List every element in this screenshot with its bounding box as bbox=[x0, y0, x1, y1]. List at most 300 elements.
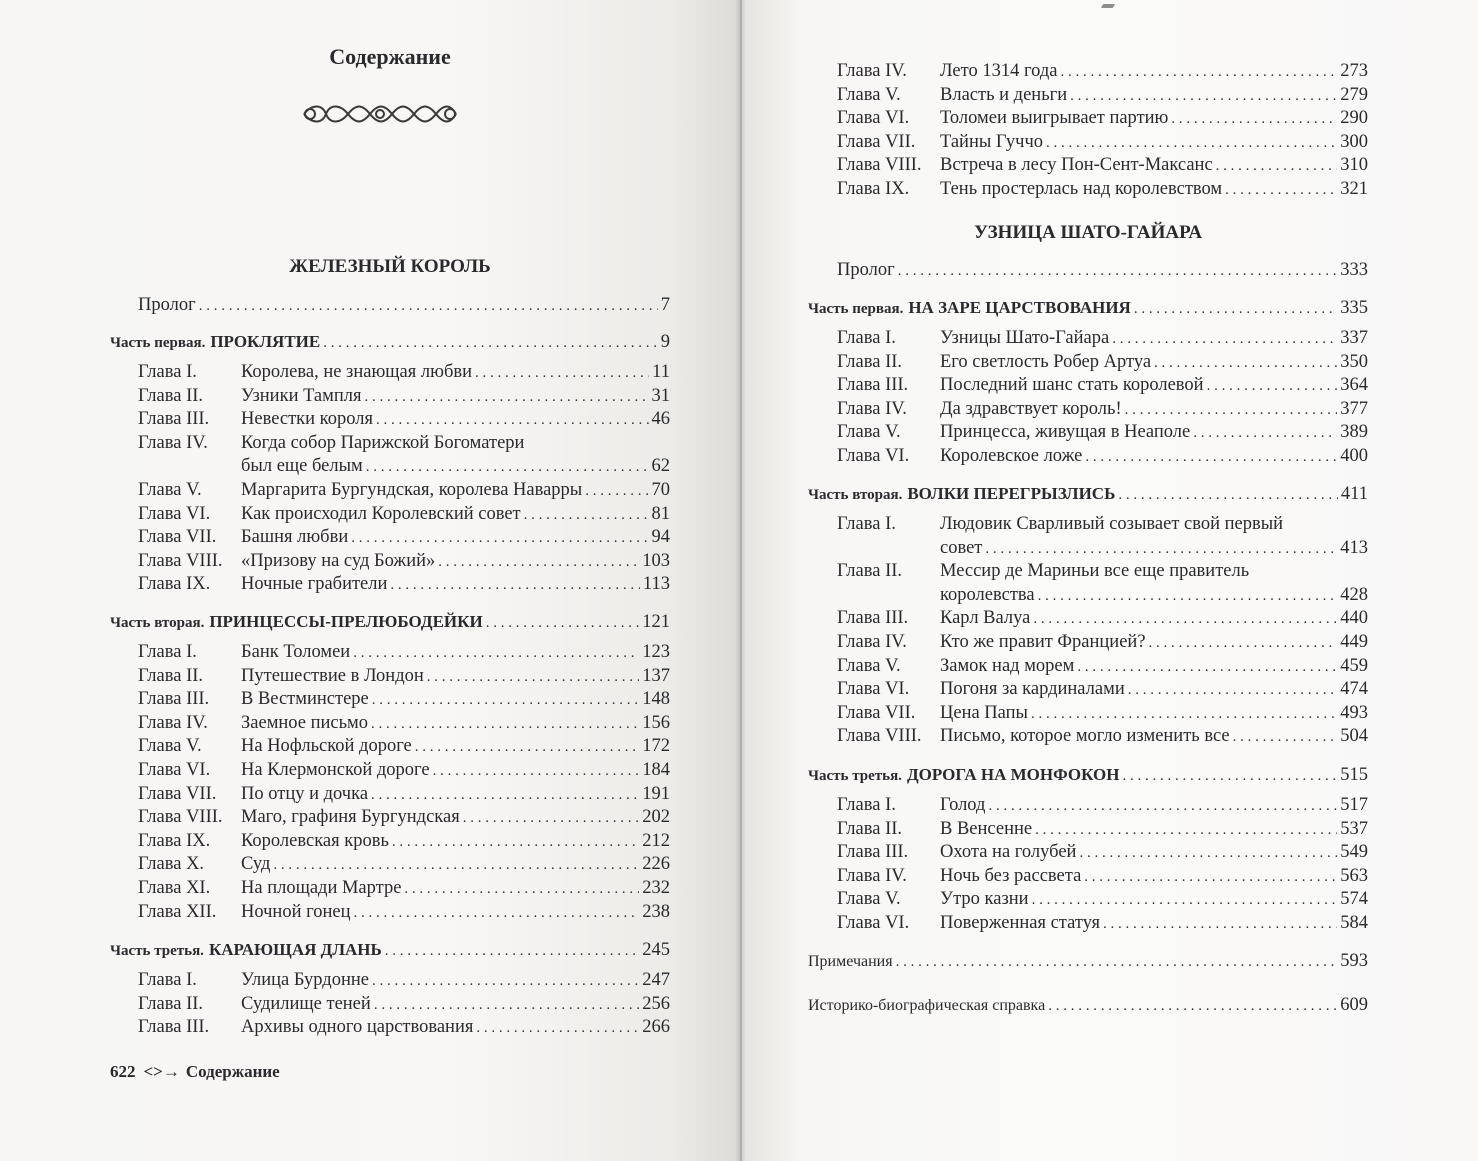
part-heading[interactable] bbox=[808, 763, 1368, 787]
chapter-number: Глава IV. bbox=[837, 398, 907, 419]
running-title: Содержание bbox=[185, 1062, 280, 1081]
chapter-entry[interactable] bbox=[837, 817, 1368, 841]
decorative-ornament-icon bbox=[300, 102, 460, 126]
chapter-entry[interactable] bbox=[138, 900, 670, 924]
chapter-entry[interactable] bbox=[837, 350, 1368, 374]
chapter-entry[interactable] bbox=[837, 326, 1368, 350]
chapter-page: 191 bbox=[642, 783, 670, 804]
chapter-number: Глава VII. bbox=[837, 702, 916, 723]
chapter-page: 364 bbox=[1340, 375, 1368, 396]
chapter-page: 81 bbox=[651, 503, 670, 524]
chapter-number: Глава VIII. bbox=[138, 550, 223, 571]
dot-leader bbox=[1032, 888, 1338, 912]
chapter-title: Когда собор Парижской Богоматери bbox=[241, 432, 525, 453]
appendix-page: 609 bbox=[1340, 995, 1368, 1015]
chapter-page: 517 bbox=[1340, 795, 1368, 815]
chapter-page: 123 bbox=[642, 642, 670, 662]
dot-leader bbox=[1031, 702, 1337, 726]
chapter-page: 31 bbox=[651, 385, 670, 406]
chapter-number: Глава III. bbox=[138, 689, 210, 710]
chapter-page: 103 bbox=[642, 550, 670, 571]
chapter-title: Карл Валуа bbox=[940, 608, 1031, 629]
chapter-number: Глава IV. bbox=[138, 712, 208, 733]
chapter-title: В Венсенне bbox=[940, 818, 1033, 839]
chapter-page: 549 bbox=[1340, 842, 1368, 863]
appendix-entry[interactable] bbox=[808, 993, 1368, 1017]
chapter-number: Глава V. bbox=[138, 736, 202, 757]
chapter-entry[interactable] bbox=[138, 384, 670, 408]
dot-leader bbox=[1118, 483, 1338, 507]
dot-leader bbox=[1060, 60, 1337, 84]
chapter-entry[interactable] bbox=[837, 677, 1368, 701]
chapter-entry[interactable] bbox=[138, 734, 670, 758]
chapter-page: 321 bbox=[1340, 179, 1368, 199]
prologue-page: 7 bbox=[660, 295, 670, 315]
part-heading[interactable] bbox=[110, 938, 670, 962]
chapter-entry[interactable] bbox=[837, 793, 1368, 817]
chapter-number: Глава IV. bbox=[837, 61, 907, 81]
chapter-entry[interactable] bbox=[138, 782, 670, 806]
chapter-title: На площади Мартре bbox=[241, 878, 402, 898]
chapter-title: Охота на голубей bbox=[940, 842, 1077, 863]
chapter-title: Лето 1314 года bbox=[940, 61, 1058, 81]
dot-leader bbox=[1216, 154, 1338, 178]
appendix-label: Историко-биографическая справка bbox=[808, 997, 1046, 1014]
chapter-entry[interactable] bbox=[837, 397, 1368, 421]
chapter-entry[interactable] bbox=[837, 724, 1368, 748]
chapter-entry[interactable] bbox=[138, 852, 670, 876]
chapter-number: Глава III. bbox=[837, 842, 909, 863]
chapter-entry[interactable] bbox=[138, 687, 670, 711]
chapter-entry[interactable] bbox=[138, 360, 670, 384]
dot-leader bbox=[351, 526, 648, 550]
part-page: 335 bbox=[1340, 298, 1368, 318]
dot-leader bbox=[463, 806, 640, 830]
chapter-title: Маго, графиня Бургундская bbox=[241, 807, 460, 828]
chapter-page: 46 bbox=[651, 409, 670, 430]
chapter-page: 574 bbox=[1340, 889, 1368, 910]
chapter-page: 11 bbox=[652, 362, 670, 382]
chapter-number: Глава VII. bbox=[837, 131, 916, 152]
chapter-title: Людовик Сварливый созывает свой первый bbox=[940, 514, 1284, 534]
chapter-number: Глава VI. bbox=[837, 679, 910, 700]
dot-leader bbox=[1122, 764, 1337, 788]
chapter-number: Глава VI. bbox=[138, 503, 211, 524]
chapter-title: Поверженная статуя bbox=[940, 913, 1100, 933]
dot-leader bbox=[1084, 865, 1337, 889]
chapter-entry[interactable] bbox=[837, 559, 1368, 583]
dot-leader bbox=[1033, 607, 1337, 631]
chapter-entry[interactable] bbox=[138, 1015, 670, 1039]
appendix-entry[interactable] bbox=[808, 949, 1368, 973]
chapter-page: 493 bbox=[1340, 702, 1368, 723]
chapter-title: Архивы одного царствования bbox=[241, 1017, 474, 1038]
chapter-title: Письмо, которое могло изменить все bbox=[940, 726, 1230, 747]
chapter-title: На Нофльской дороге bbox=[241, 736, 412, 757]
chapter-title: Тень простерлась над королевством bbox=[940, 179, 1223, 199]
chapter-number: Глава VI. bbox=[837, 108, 910, 129]
chapter-number: Глава IV. bbox=[837, 632, 907, 652]
part-title: ПРОКЛЯТИЕ bbox=[210, 332, 321, 351]
chapter-entry[interactable] bbox=[837, 153, 1368, 177]
chapter-title: По отцу и дочка bbox=[241, 783, 369, 804]
chapter-title: Толомеи выигрывает партию bbox=[940, 108, 1169, 129]
chapter-number: Глава XII. bbox=[138, 901, 217, 922]
chapter-page: 172 bbox=[642, 736, 670, 757]
chapter-title: «Призову на суд Божий» bbox=[241, 550, 436, 571]
chapter-title: Тайны Гуччо bbox=[940, 131, 1044, 152]
chapter-page: 449 bbox=[1340, 632, 1368, 652]
part-number: Часть третья. bbox=[110, 943, 204, 959]
chapter-entry[interactable] bbox=[837, 59, 1368, 83]
chapter-title: Власть и деньги bbox=[940, 84, 1068, 105]
dot-leader bbox=[1038, 584, 1338, 608]
chapter-entry[interactable] bbox=[837, 606, 1368, 630]
dot-leader bbox=[1171, 107, 1337, 131]
part-heading[interactable] bbox=[808, 482, 1368, 506]
part-number: Часть вторая. bbox=[110, 615, 205, 631]
dot-leader bbox=[427, 665, 639, 689]
dot-leader bbox=[273, 853, 639, 877]
chapter-page: 137 bbox=[642, 665, 670, 686]
chapter-page: 212 bbox=[642, 830, 670, 851]
dot-leader bbox=[896, 950, 1338, 974]
part-number: Часть первая. bbox=[808, 301, 904, 317]
chapter-title: Принцесса, живущая в Неаполе bbox=[940, 422, 1191, 443]
chapter-entry[interactable] bbox=[837, 444, 1368, 468]
chapter-title: Его светлость Робер Артуа bbox=[940, 351, 1152, 372]
dot-leader bbox=[1046, 131, 1337, 155]
chapter-entry[interactable] bbox=[138, 758, 670, 782]
chapter-number: Глава II. bbox=[138, 385, 204, 406]
chapter-title: Суд bbox=[241, 854, 271, 875]
chapter-entry[interactable] bbox=[138, 407, 670, 431]
chapter-entry[interactable] bbox=[138, 805, 670, 829]
chapter-title-continued: был еще белым bbox=[241, 456, 363, 477]
chapter-entry[interactable] bbox=[138, 572, 670, 596]
chapter-entry[interactable] bbox=[837, 512, 1368, 536]
dot-leader bbox=[415, 735, 639, 759]
chapter-title: Ночь без рассвета bbox=[940, 865, 1082, 886]
part-title: ДОРОГА НА МОНФОКОН bbox=[906, 765, 1120, 784]
chapter-title: Мессир де Мариньи все еще правитель bbox=[940, 561, 1250, 582]
chapter-number: Глава III. bbox=[138, 1017, 210, 1038]
chapter-title: Да здравствует король! bbox=[940, 398, 1122, 419]
chapter-entry[interactable] bbox=[837, 83, 1368, 107]
chapter-title: Ночные грабители bbox=[241, 574, 388, 595]
chapter-page: 290 bbox=[1340, 108, 1368, 129]
book-title: ЖЕЛЕЗНЫЙ КОРОЛЬ bbox=[289, 256, 491, 277]
prologue-page: 333 bbox=[1340, 260, 1368, 280]
chapter-title: Голод bbox=[940, 795, 986, 815]
dot-leader bbox=[1193, 421, 1337, 445]
chapter-page: 202 bbox=[642, 807, 670, 828]
chapter-entry[interactable] bbox=[837, 373, 1368, 397]
chapter-title: Утро казни bbox=[940, 889, 1029, 910]
part-page: 121 bbox=[642, 612, 670, 632]
dot-leader bbox=[1125, 398, 1338, 422]
chapter-title: Маргарита Бургундская, королева Наварры bbox=[241, 480, 583, 500]
chapter-number: Глава II. bbox=[138, 665, 204, 686]
chapter-number: Глава I. bbox=[138, 362, 197, 382]
chapter-entry[interactable] bbox=[138, 502, 670, 526]
dot-leader bbox=[524, 503, 649, 527]
dot-leader bbox=[475, 361, 649, 385]
dot-leader bbox=[404, 877, 639, 901]
chapter-number: Глава I. bbox=[138, 970, 197, 990]
chapter-number: Глава VI. bbox=[837, 446, 910, 466]
chapter-entry[interactable] bbox=[837, 420, 1368, 444]
part-page: 411 bbox=[1340, 484, 1368, 504]
contents-title: Содержание bbox=[329, 44, 451, 69]
chapter-page: 184 bbox=[642, 760, 670, 780]
chapter-page: 226 bbox=[642, 854, 670, 875]
part-heading[interactable] bbox=[110, 610, 670, 634]
dot-leader bbox=[1077, 655, 1337, 679]
arrow-ornament-icon: <>→ bbox=[143, 1062, 180, 1081]
chapter-title: В Вестминстере bbox=[241, 689, 369, 710]
dot-leader bbox=[371, 712, 639, 736]
prologue-label: Пролог bbox=[837, 260, 895, 280]
part-title: КАРАЮЩАЯ ДЛАНЬ bbox=[208, 940, 382, 959]
chapter-entry[interactable] bbox=[138, 992, 670, 1016]
part-page: 9 bbox=[660, 332, 670, 352]
chapter-page: 310 bbox=[1340, 155, 1368, 176]
chapter-number: Глава VIII. bbox=[837, 155, 922, 176]
prologue-label: Пролог bbox=[138, 295, 196, 315]
chapter-entry[interactable] bbox=[837, 130, 1368, 154]
chapter-number: Глава VII. bbox=[138, 527, 217, 548]
dot-leader bbox=[353, 641, 639, 665]
chapter-entry[interactable] bbox=[138, 525, 670, 549]
dot-leader bbox=[385, 939, 640, 963]
chapter-entry[interactable] bbox=[837, 887, 1368, 911]
chapter-entry[interactable] bbox=[138, 968, 670, 992]
chapter-number: Глава V. bbox=[837, 889, 901, 910]
chapter-title: Замок над морем bbox=[940, 655, 1075, 676]
chapter-number: Глава VI. bbox=[837, 913, 910, 933]
book-title: УЗНИЦА ШАТО-ГАЙАРА bbox=[973, 222, 1203, 243]
dot-leader bbox=[390, 573, 640, 597]
dot-leader bbox=[476, 1016, 639, 1040]
chapter-number: Глава I. bbox=[138, 642, 197, 662]
chapter-page: 300 bbox=[1340, 131, 1368, 152]
part-page: 515 bbox=[1340, 765, 1368, 785]
chapter-title: Королевская кровь bbox=[241, 830, 389, 851]
chapter-page: 537 bbox=[1340, 818, 1368, 839]
chapter-entry[interactable] bbox=[138, 640, 670, 664]
part-heading[interactable] bbox=[808, 296, 1368, 320]
dot-leader bbox=[372, 969, 639, 993]
chapter-page: 350 bbox=[1340, 351, 1368, 372]
chapter-title: Башня любви bbox=[241, 527, 349, 548]
chapter-entry-continued[interactable] bbox=[940, 536, 1368, 560]
chapter-entry[interactable] bbox=[138, 664, 670, 688]
chapter-entry[interactable] bbox=[837, 177, 1368, 201]
chapter-number: Глава II. bbox=[837, 561, 903, 582]
chapter-title: Улица Бурдонне bbox=[241, 970, 369, 990]
book-spine bbox=[736, 0, 746, 1161]
chapter-number: Глава IX. bbox=[138, 574, 211, 595]
appendix-page: 593 bbox=[1340, 951, 1368, 971]
chapter-title: Последний шанс стать королевой bbox=[940, 375, 1204, 396]
chapter-title-continued: совет bbox=[940, 537, 983, 558]
chapter-page: 62 bbox=[651, 456, 670, 477]
dot-leader bbox=[376, 408, 649, 432]
chapter-number: Глава V. bbox=[837, 84, 901, 105]
appendix-label: Примечания bbox=[808, 953, 893, 970]
chapter-number: Глава VIII. bbox=[138, 807, 223, 828]
chapter-page: 156 bbox=[642, 712, 670, 733]
chapter-page: 377 bbox=[1340, 398, 1368, 419]
chapter-entry[interactable] bbox=[837, 654, 1368, 678]
dot-leader bbox=[1048, 994, 1337, 1018]
chapter-page: 266 bbox=[642, 1017, 670, 1038]
dot-leader bbox=[1128, 678, 1338, 702]
chapter-entry[interactable] bbox=[837, 911, 1368, 935]
dot-leader bbox=[1035, 818, 1337, 842]
chapter-title: Банк Толомеи bbox=[241, 642, 351, 662]
chapter-page: 232 bbox=[642, 878, 670, 898]
page-footer bbox=[110, 1062, 280, 1082]
chapter-number: Глава VII. bbox=[138, 783, 217, 804]
chapter-title: Узницы Шато-Гайара bbox=[940, 328, 1110, 348]
chapter-number: Глава I. bbox=[837, 795, 896, 815]
chapter-number: Глава IV. bbox=[837, 865, 907, 886]
chapter-page: 94 bbox=[651, 527, 670, 548]
chapter-number: Глава II. bbox=[837, 351, 903, 372]
chapter-entry-continued[interactable] bbox=[940, 583, 1368, 607]
chapter-page: 400 bbox=[1340, 446, 1368, 466]
chapter-title: Заемное письмо bbox=[241, 712, 369, 733]
chapter-page: 279 bbox=[1340, 84, 1368, 105]
chapter-page: 584 bbox=[1340, 913, 1368, 933]
chapter-number: Глава XI. bbox=[138, 878, 211, 898]
dot-leader bbox=[1233, 725, 1338, 749]
chapter-page: 70 bbox=[651, 480, 670, 500]
chapter-page: 413 bbox=[1340, 537, 1368, 558]
dot-leader bbox=[366, 455, 649, 479]
chapter-number: Глава V. bbox=[837, 655, 901, 676]
chapter-title: Королева, не знающая любви bbox=[241, 362, 472, 382]
dot-leader bbox=[1207, 374, 1338, 398]
chapter-entry[interactable] bbox=[138, 478, 670, 502]
chapter-title-continued: королевства bbox=[940, 584, 1035, 605]
chapter-page: 504 bbox=[1340, 726, 1368, 747]
chapter-entry-continued[interactable] bbox=[241, 454, 670, 478]
chapter-number: Глава III. bbox=[138, 409, 210, 430]
chapter-number: Глава X. bbox=[138, 854, 205, 875]
chapter-number: Глава I. bbox=[837, 328, 896, 348]
chapter-entry[interactable] bbox=[837, 864, 1368, 888]
chapter-page: 256 bbox=[642, 993, 670, 1014]
dot-leader bbox=[1085, 445, 1337, 469]
chapter-number: Глава III. bbox=[837, 375, 909, 396]
chapter-title: Кто же правит Францией? bbox=[940, 632, 1146, 652]
dot-leader bbox=[898, 259, 1338, 283]
chapter-number: Глава VI. bbox=[138, 760, 211, 780]
dot-leader bbox=[354, 901, 640, 925]
chapter-page: 148 bbox=[642, 689, 670, 710]
chapter-entry[interactable] bbox=[138, 829, 670, 853]
chapter-page: 440 bbox=[1340, 608, 1368, 629]
chapter-entry[interactable] bbox=[837, 106, 1368, 130]
chapter-entry[interactable] bbox=[837, 630, 1368, 654]
dot-leader bbox=[392, 830, 639, 854]
chapter-page: 474 bbox=[1340, 679, 1368, 700]
chapter-number: Глава II. bbox=[138, 993, 204, 1014]
chapter-entry[interactable] bbox=[138, 711, 670, 735]
chapter-page: 389 bbox=[1340, 422, 1368, 443]
part-number: Часть третья. bbox=[808, 768, 902, 784]
dot-leader bbox=[365, 385, 649, 409]
part-title: НА ЗАРЕ ЦАРСТВОВАНИЯ bbox=[908, 298, 1131, 317]
dot-leader bbox=[1112, 327, 1337, 351]
part-heading[interactable] bbox=[110, 330, 670, 354]
chapter-number: Глава VIII. bbox=[837, 726, 922, 747]
part-title: ПРИНЦЕССЫ-ПРЕЛЮБОДЕЙКИ bbox=[209, 612, 483, 631]
chapter-page: 273 bbox=[1340, 61, 1368, 81]
chapter-number: Глава IX. bbox=[138, 830, 211, 851]
dot-leader bbox=[988, 794, 1337, 818]
dot-leader bbox=[323, 331, 658, 355]
part-page: 245 bbox=[642, 940, 670, 960]
chapter-number: Глава IV. bbox=[138, 432, 208, 453]
chapter-page: 563 bbox=[1340, 865, 1368, 886]
dot-leader bbox=[1134, 297, 1337, 321]
chapter-entry[interactable] bbox=[837, 701, 1368, 725]
chapter-title: Встреча в лесу Пон-Сент-Максанс bbox=[940, 155, 1213, 176]
chapter-title: Узники Тампля bbox=[241, 385, 362, 406]
chapter-page: 113 bbox=[642, 574, 670, 595]
chapter-page: 428 bbox=[1340, 584, 1368, 605]
part-title: ВОЛКИ ПЕРЕГРЫЗЛИСЬ bbox=[907, 484, 1116, 503]
chapter-page: 238 bbox=[642, 901, 670, 922]
chapter-title: Как происходил Королевский совет bbox=[241, 503, 521, 524]
dot-leader bbox=[1149, 631, 1338, 655]
chapter-entry[interactable] bbox=[837, 840, 1368, 864]
chapter-title: На Клермонской дороге bbox=[241, 760, 430, 780]
chapter-number: Глава II. bbox=[837, 818, 903, 839]
chapter-page: 459 bbox=[1340, 655, 1368, 676]
chapter-entry[interactable] bbox=[138, 431, 670, 455]
dot-leader bbox=[1103, 912, 1337, 936]
chapter-page: 247 bbox=[642, 970, 670, 990]
dot-leader bbox=[371, 783, 639, 807]
dot-leader bbox=[433, 759, 640, 783]
chapter-entry[interactable] bbox=[138, 876, 670, 900]
dot-leader bbox=[1154, 351, 1337, 375]
print-mark bbox=[1101, 4, 1115, 8]
page-number: 622 bbox=[110, 1062, 136, 1081]
dot-leader bbox=[1225, 178, 1337, 202]
chapter-title: Путешествие в Лондон bbox=[241, 665, 424, 686]
chapter-entry[interactable] bbox=[138, 549, 670, 573]
chapter-number: Глава I. bbox=[837, 514, 896, 534]
chapter-number: Глава III. bbox=[837, 608, 909, 629]
chapter-title: Цена Папы bbox=[940, 702, 1028, 723]
chapter-title: Королевское ложе bbox=[940, 446, 1083, 466]
chapter-number: Глава V. bbox=[138, 480, 202, 500]
prologue-entry[interactable] bbox=[138, 293, 670, 317]
dot-leader bbox=[486, 611, 640, 635]
prologue-entry[interactable] bbox=[837, 258, 1368, 282]
chapter-title: Невестки короля bbox=[241, 409, 373, 430]
chapter-number: Глава V. bbox=[837, 422, 901, 443]
chapter-page: 337 bbox=[1340, 328, 1368, 348]
part-number: Часть вторая. bbox=[808, 487, 903, 503]
dot-leader bbox=[585, 479, 648, 503]
